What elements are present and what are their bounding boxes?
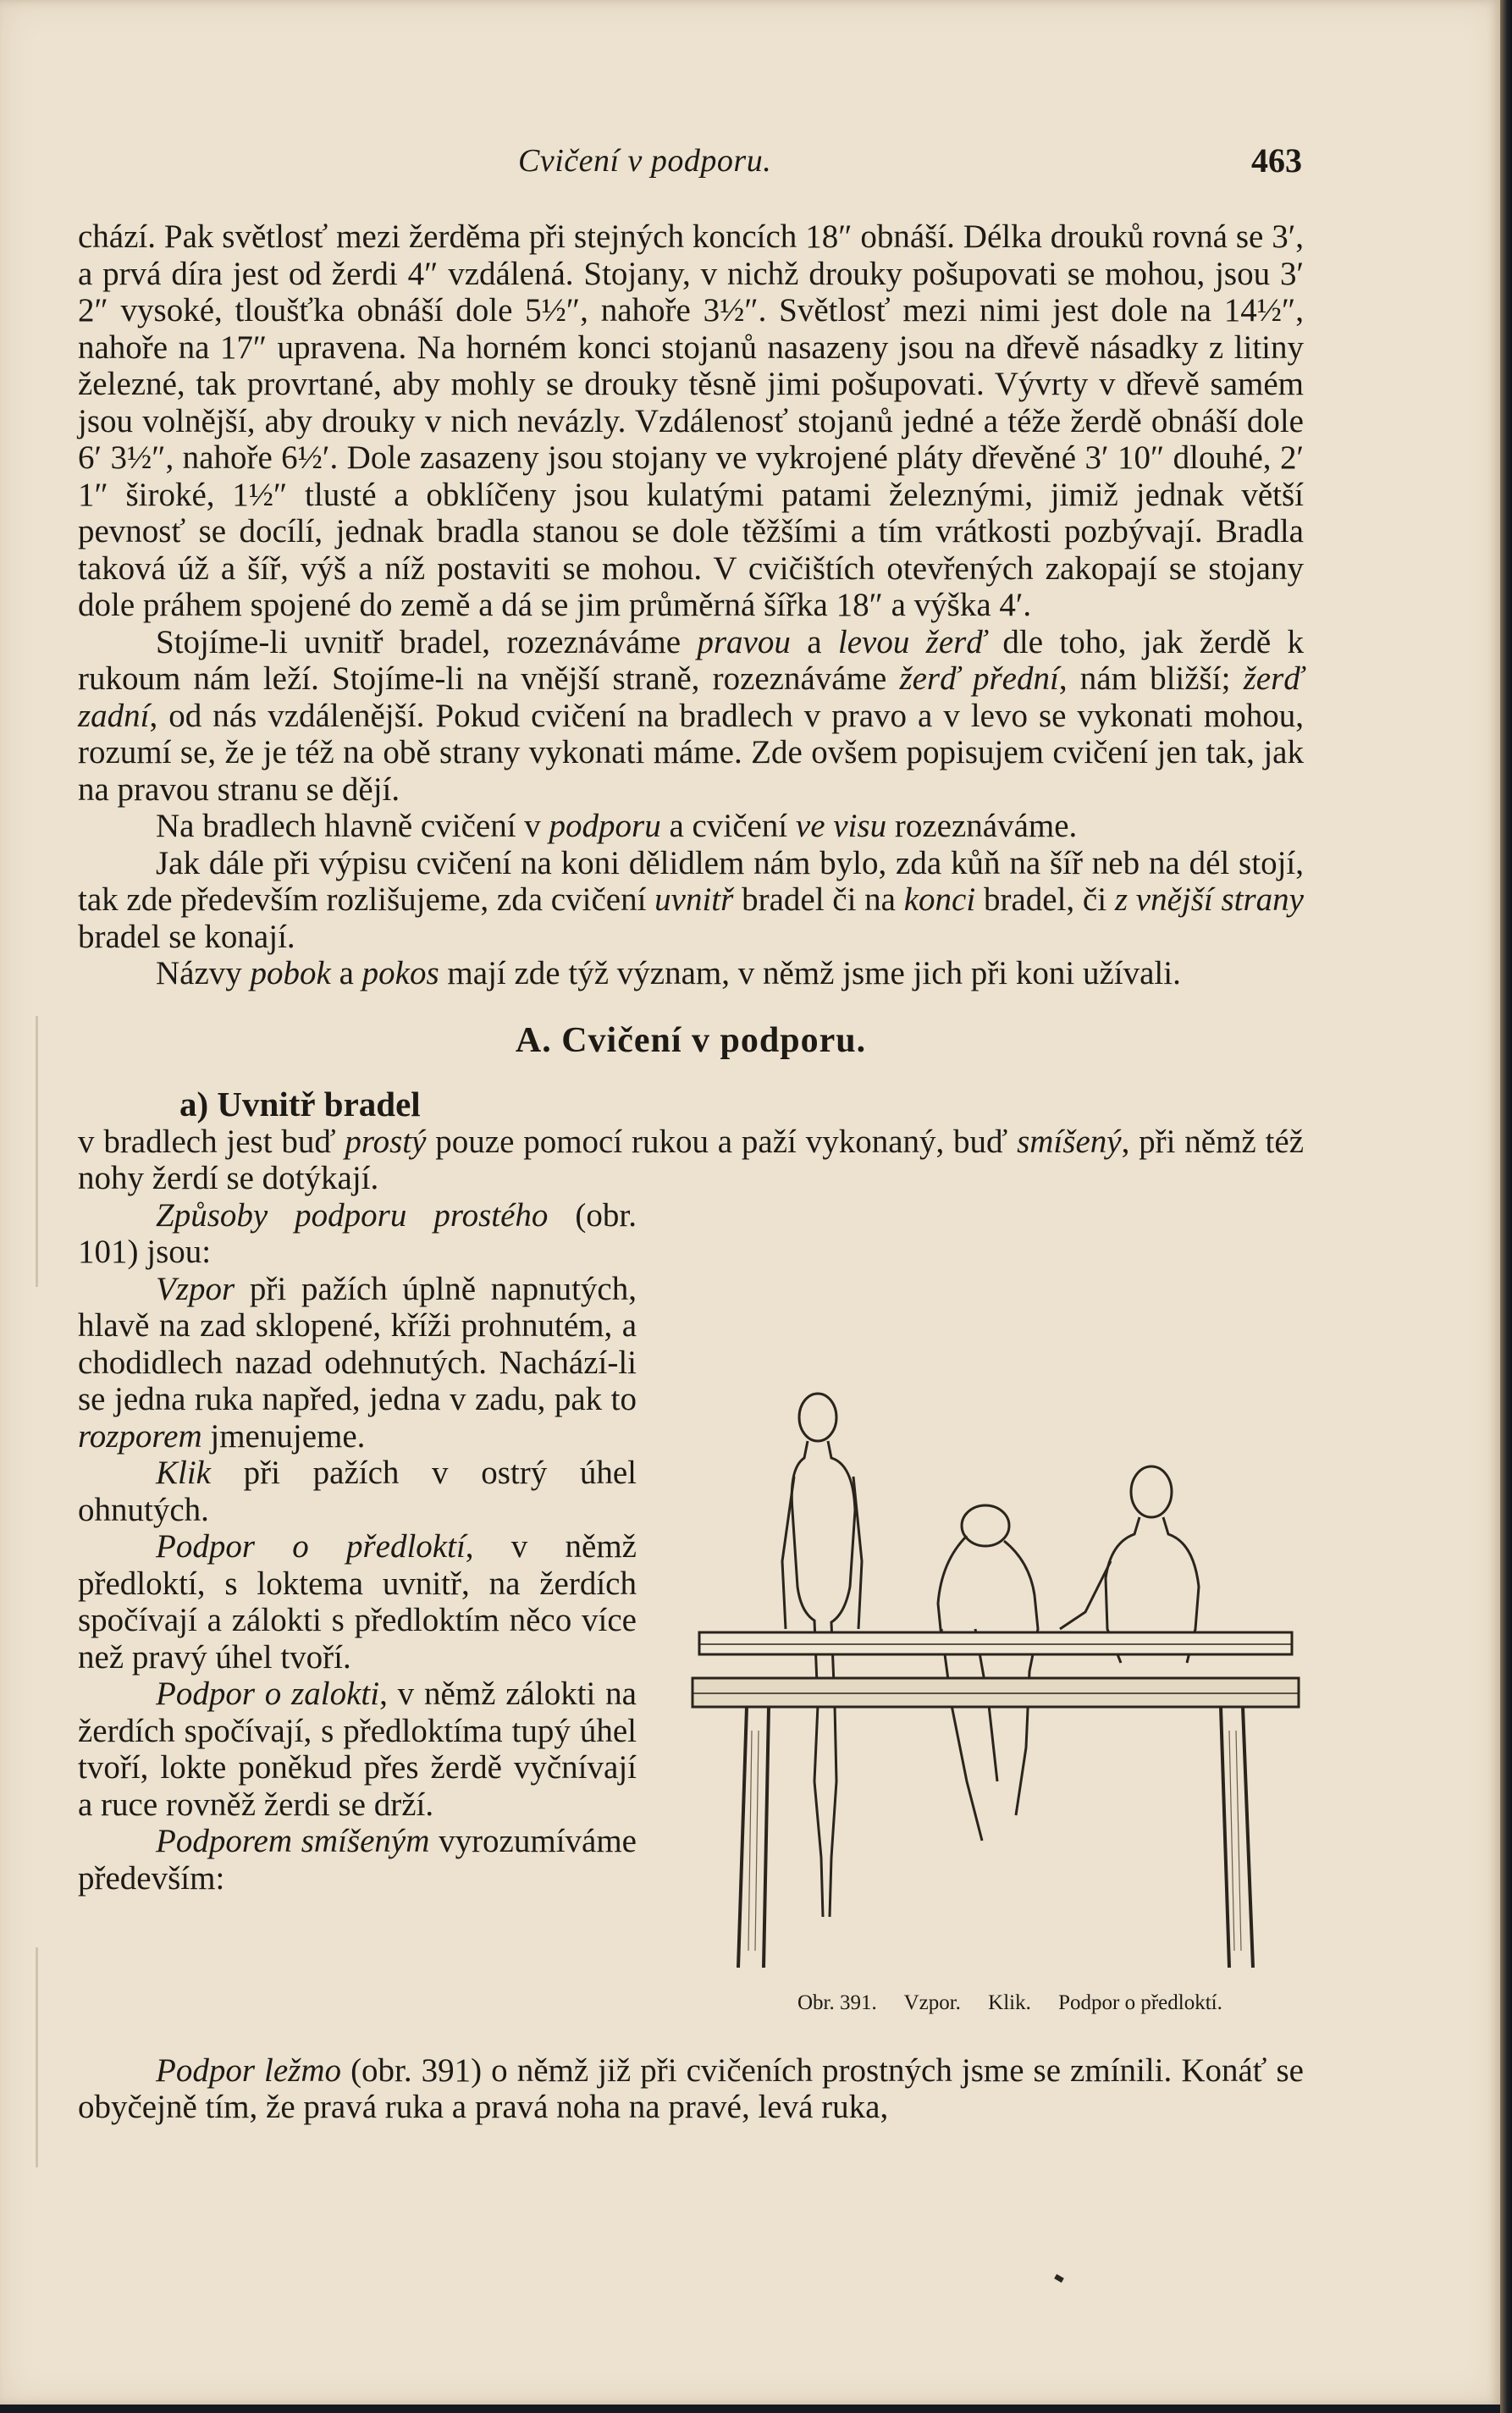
paragraph: v bradlech jest buď prostý pouze pomocí rukou a paží vykonaný, buď smíšený, při němž též nohy žerdí se dotýkají. [78,1123,1305,1196]
paragraph: Podporem smíšeným vyrozumíváme především: [78,1823,637,1897]
page-edge [1500,0,1512,2413]
running-title: Cvičení v podporu. [518,143,772,179]
paragraph: Jak dále při výpisu cvičení na koni dělidlem nám bylo, zda kůň na šíř neb na dél stojí, tak zde především rozlišujeme, zda cvičení uvnitř bradel či na konci bradel, či z vnější strany bradel se konají. [78,844,1304,955]
figure-head [799,1394,836,1441]
margin-shadow [36,1947,38,2167]
page-header [518,142,1309,193]
margin-shadow [36,1016,38,1287]
paragraph: Podpor ležmo (obr. 391) o němž již při cvičeních prostných jsme se zmínili. Konáť se obyčejně tím, že pravá ruka a pravá noha na pravé, levá ruka, [78,2051,1304,2125]
page-number: 463 [1251,141,1302,179]
paragraph: Podpor o zalokti, v němž zálokti na žerdích spočívají, s předloktíma tupý úhel tvoří, lokte poněkud přes žerdě vyčnívají a ruce rovněž žerdi se drží. [78,1676,637,1823]
text-body [78,218,1304,2126]
paragraph: Názvy pobok a pokos mají zde týž význam, v němž jsme jich při koni užívali. [156,955,1181,991]
figure-caption [797,1985,1305,2022]
paragraph: Podpor o předloktí, v němž předloktí, s loktema uvnitř, na žerdích spočívají a zálokti s předloktím něco více než pravý úhel tvoří. [78,1528,637,1676]
subsection-title: a) Uvnitř bradel [179,1085,421,1124]
paragraph: Klik při pažích v ostrý úhel ohnutých. [78,1455,637,1528]
parallel-bars-illustration [687,1307,1305,1968]
figure-parallel-bars [687,1307,1305,2052]
ink-speck [1054,2274,1064,2283]
two-column-block [78,1197,1304,2052]
caption-item: Klik. [988,1991,1031,2014]
paragraph: Způsoby podporu prostého (obr. 101) jsou: [78,1196,637,1270]
paragraph: chází. Pak světlosť mezi žerděma při stejných koncích 18″ obnáší. Délka drouků rovná se 3′, a prvá díra jest od žerdi 4″ vzdálená. Stojany, v nichž drouky pošupovati se mohou, jsou 3′ 2″ vysoké, tloušťka obnáší dole 5½″, nahoře 3½″. Světlosť mezi nimi jest dole na 14½″, nahoře na 17″ upravena. Na horném konci stojanů nasazeny jsou na dřevě násadky z litiny železné, tak provrtané, aby mohly se drouky těsně jimi pošupovati. Vývrty v dřevě samém jsou volnější, aby drouky v nich nevázly. Vzdálenosť stojanů jedné a téže žerdě obnáší dole 6′ 3½″, nahoře 6½′. Dole zasazeny jsou stojany ve vykrojené pláty dřevěné 3′ 10″ dlouhé, 2′ 1″ široké, 1½″ tlusté a obklíčeny jsou kulatými patami železnými, jimiž jednak větší pevnosť se docílí, jednak bradla stanou se dole těžšími a tím vrátkosti pozbývají. Bradla taková úž a šíř, výš a níž postaviti se mohou. V cvičištích otevřených zakopají se stojany dole práhem spojené do země a dá se jim průměrná šířka 18″ a výška 4′. [78,218,1304,623]
paragraph: Stojíme-li uvnitř bradel, rozeznáváme pravou a levou žerď dle toho, jak žerdě k rukoum nám leží. Stojíme-li na vnější straně, rozeznáváme žerď přední, nám bližší; žerď zadní, od nás vzdálenější. Pokud cvičení na bradlech v pravo a v levo se vykonati mohou, rozumí se, že je též na obě strany vykonati máme. Zde ovšem popisujem cvičení jen tak, jak na pravou stranu se dějí. [78,623,1305,808]
caption-label: Obr. 391. [797,1991,877,2014]
paragraph: Vzpor při pažích úplně napnutých, hlavě na zad sklopené, kříži prohnutém, a chodidlech nazad odehnutých. Nachází-li se jedna ruka napřed, jedna v zadu, pak to rozporem jmenujeme. [78,1270,637,1455]
caption-item: Vzpor. [903,1991,961,2014]
section-title: A. Cvičení v podporu. [515,1020,867,1060]
left-column-text [78,1197,637,1897]
paragraph: Na bradlech hlavně cvičení v podporu a cvičení ve visu rozeznáváme. [156,808,1078,844]
caption-item: Podpor o předloktí. [1058,1991,1222,2014]
